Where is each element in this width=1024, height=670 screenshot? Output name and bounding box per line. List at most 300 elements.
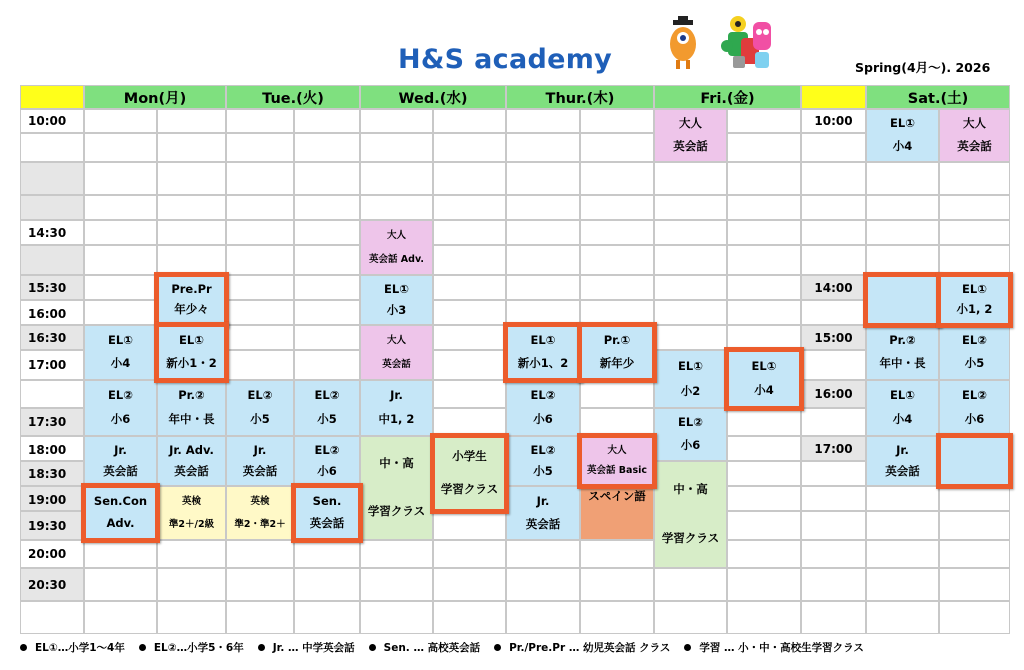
grid-cell — [727, 300, 801, 325]
class-text: EL② — [108, 388, 133, 403]
legend-item — [494, 640, 670, 655]
class-text: 小6 — [533, 412, 553, 427]
class-block-tue-el2-a[interactable] — [226, 380, 294, 436]
class-block-mon-jr[interactable] — [84, 436, 157, 486]
grid-cell — [157, 109, 226, 133]
class-text: 中・高 — [673, 481, 708, 496]
grid-cell — [580, 275, 654, 300]
grid-cell — [433, 162, 506, 195]
grid-cell — [727, 540, 801, 568]
grid-cell — [294, 568, 360, 601]
grid-cell — [157, 245, 226, 275]
grid-cell — [580, 245, 654, 275]
class-block-tue-eiken[interactable] — [226, 486, 294, 540]
day-header: Wed.(水) — [360, 85, 506, 109]
time-label-sat: 16:00 — [801, 380, 866, 408]
grid-cell — [654, 275, 727, 300]
class-text: EL② — [314, 388, 340, 403]
header-corner-left — [20, 85, 84, 109]
grid-cell — [84, 568, 157, 601]
grid-cell — [157, 195, 226, 220]
class-text: 英会話 — [103, 463, 138, 478]
time-label-sat: 15:00 — [801, 325, 866, 350]
bullet-icon — [258, 644, 265, 651]
grid-cell — [506, 220, 580, 245]
class-text: EL① — [179, 333, 204, 348]
class-text: スペイン語 — [588, 489, 646, 503]
time-label-sat: 14:00 — [801, 275, 866, 300]
class-text: 大人 — [386, 335, 406, 347]
grid-cell — [506, 162, 580, 195]
class-text: 小2 — [680, 383, 701, 398]
grid-cell — [433, 601, 506, 634]
grid-cell — [360, 162, 433, 195]
legend-item — [369, 640, 480, 655]
class-text: 英検 — [181, 495, 201, 507]
grid-cell — [226, 300, 294, 325]
class-block-wed-adult[interactable] — [360, 325, 433, 380]
legend-text: EL②…小学5・6年 — [153, 642, 244, 654]
grid-cell — [580, 408, 654, 436]
grid-cell — [226, 109, 294, 133]
grid-cell — [157, 601, 226, 634]
grid-cell — [939, 486, 1010, 511]
grid-cell — [433, 220, 506, 245]
class-block-mon-el1-b[interactable] — [154, 322, 229, 383]
time-label: 10:00 — [20, 109, 84, 133]
class-text: 小1, 2 — [956, 302, 993, 317]
class-text: EL① — [751, 359, 777, 374]
time-cell — [801, 245, 866, 275]
class-text: Pre.Pr — [171, 282, 212, 297]
class-text: 小4 — [892, 412, 913, 427]
class-text: Pr.① — [603, 333, 631, 348]
class-text: EL② — [530, 388, 556, 403]
grid-cell — [157, 133, 226, 162]
class-text: 準2＋/2級 — [168, 518, 215, 530]
class-text: 小6 — [680, 437, 701, 452]
class-block-tue-sen[interactable] — [291, 483, 363, 543]
time-label: 19:00 — [20, 486, 84, 511]
grid-cell — [226, 601, 294, 634]
grid-cell — [433, 133, 506, 162]
time-cell — [801, 220, 866, 245]
class-block-sat-blank-17[interactable] — [936, 433, 1013, 489]
grid-cell — [360, 109, 433, 133]
grid-cell — [157, 220, 226, 245]
grid-cell — [294, 300, 360, 325]
grid-cell — [654, 325, 727, 350]
grid-cell — [84, 162, 157, 195]
class-block-mon-el2[interactable] — [84, 380, 157, 436]
class-text: 新小1、2 — [517, 355, 569, 370]
grid-cell — [654, 601, 727, 634]
grid-cell — [866, 601, 939, 634]
grid-cell — [727, 245, 801, 275]
time-label: 15:30 — [20, 275, 84, 300]
grid-cell — [360, 195, 433, 220]
grid-cell — [294, 162, 360, 195]
class-block-fri-el2[interactable] — [654, 408, 727, 461]
class-block-thu-jr[interactable] — [506, 486, 580, 540]
grid-cell — [866, 568, 939, 601]
grid-cell — [84, 195, 157, 220]
time-label: 19:30 — [20, 511, 84, 540]
class-text: Sen.Con — [93, 494, 148, 509]
grid-cell — [294, 350, 360, 380]
class-text: EL② — [962, 332, 987, 347]
class-text: 中・高 — [379, 456, 414, 471]
time-cell — [801, 300, 866, 325]
time-label: 17:00 — [20, 350, 84, 380]
class-text: 英会話 — [174, 463, 209, 478]
grid-cell — [226, 195, 294, 220]
grid-cell — [506, 568, 580, 601]
grid-cell — [433, 245, 506, 275]
grid-cell — [360, 540, 433, 568]
class-text: Jr. — [390, 388, 403, 403]
time-label-sat: 10:00 — [801, 109, 866, 133]
class-text: 準2・準2＋ — [234, 518, 286, 530]
grid-cell — [294, 109, 360, 133]
grid-cell — [294, 325, 360, 350]
grid-cell — [433, 325, 506, 350]
grid-cell — [84, 109, 157, 133]
grid-cell — [84, 601, 157, 634]
grid-cell — [939, 162, 1010, 195]
class-text: 小3 — [386, 302, 407, 317]
grid-cell — [433, 195, 506, 220]
class-block-thu-spanish[interactable] — [580, 486, 654, 540]
grid-cell — [727, 568, 801, 601]
class-block-mon-pr2[interactable] — [157, 380, 226, 436]
time-label: 17:30 — [20, 408, 84, 436]
class-text: 小学生 — [452, 449, 487, 464]
class-text: EL① — [384, 281, 409, 296]
time-cell — [20, 380, 84, 408]
grid-cell — [654, 300, 727, 325]
header-corner-sat — [801, 85, 866, 109]
class-block-thu-el1[interactable] — [503, 322, 583, 383]
class-block-thu-adult-basic[interactable] — [577, 433, 657, 489]
grid-cell — [84, 245, 157, 275]
class-block-sat-el2-16[interactable] — [939, 380, 1010, 436]
class-text: 小6 — [964, 412, 985, 427]
grid-cell — [727, 162, 801, 195]
class-text: Adv. — [106, 516, 135, 531]
class-text: 中1, 2 — [378, 412, 415, 427]
class-text: 学習クラス — [367, 504, 426, 519]
class-text: 小4 — [110, 356, 131, 371]
time-label: 18:00 — [20, 436, 84, 461]
class-block-sat-el1-10[interactable] — [866, 109, 939, 162]
grid-cell — [433, 540, 506, 568]
class-block-wed-elem-study[interactable] — [430, 433, 509, 514]
class-text: Jr. — [896, 442, 909, 457]
grid-cell — [157, 540, 226, 568]
grid-cell — [727, 275, 801, 300]
grid-cell — [580, 380, 654, 408]
grid-cell — [654, 195, 727, 220]
time-label: 16:30 — [20, 325, 84, 350]
class-text: 年中・長 — [168, 412, 215, 427]
time-label: 20:00 — [20, 540, 84, 568]
page-title: H&S academy — [397, 44, 613, 75]
time-cell-empty — [20, 162, 84, 195]
grid-cell — [84, 540, 157, 568]
grid-cell — [433, 380, 506, 408]
grid-cell — [866, 540, 939, 568]
legend-text: Pr./Pre.Pr … 幼児英会話 クラス — [509, 642, 671, 654]
grid-cell — [294, 245, 360, 275]
grid-cell — [580, 540, 654, 568]
class-block-fri-el1-b[interactable] — [724, 347, 804, 411]
grid-cell — [226, 245, 294, 275]
grid-cell — [727, 436, 801, 461]
class-block-mon-eiken[interactable] — [157, 486, 226, 540]
grid-cell — [506, 601, 580, 634]
grid-cell — [939, 245, 1010, 275]
grid-cell — [226, 133, 294, 162]
class-text: 小5 — [250, 412, 270, 427]
class-block-thu-pr1[interactable] — [577, 322, 657, 383]
class-text: Pr.② — [889, 332, 916, 347]
time-cell — [20, 601, 84, 634]
class-text: 英会話 — [525, 516, 561, 531]
grid-cell — [580, 109, 654, 133]
legend-text: 学習 … 小・中・高校生学習クラス — [699, 642, 864, 654]
grid-cell — [580, 195, 654, 220]
time-cell — [801, 461, 866, 486]
grid-cell — [226, 275, 294, 300]
time-cell — [801, 511, 866, 540]
bullet-icon — [684, 644, 691, 651]
grid-cell — [654, 220, 727, 245]
class-text: 英会話 Basic — [586, 465, 647, 477]
class-text: 年少々 — [174, 302, 209, 317]
class-text: 小6 — [110, 412, 131, 427]
class-text: EL① — [108, 332, 133, 347]
legend-text: Jr. … 中学英会話 — [272, 642, 355, 654]
time-label: 18:30 — [20, 461, 84, 486]
class-block-wed-el1[interactable] — [360, 275, 433, 325]
class-text: EL① — [962, 282, 987, 297]
grid-cell — [84, 300, 157, 325]
grid-cell — [580, 162, 654, 195]
grid-cell — [727, 486, 801, 511]
bullet-icon — [139, 644, 146, 651]
legend-item — [684, 640, 864, 655]
class-text: 大人 — [607, 445, 627, 457]
grid-cell — [866, 245, 939, 275]
class-text: 小6 — [317, 463, 337, 478]
time-label-sat: 17:00 — [801, 436, 866, 461]
day-header: Sat.(土) — [866, 85, 1010, 109]
class-text: 英会話 — [885, 463, 920, 478]
class-text: 新年少 — [599, 355, 635, 370]
grid-cell — [727, 109, 801, 133]
day-header: Fri.(金) — [654, 85, 801, 109]
grid-cell — [727, 511, 801, 540]
class-block-sat-blank-14[interactable] — [863, 272, 942, 328]
class-text: 英会話 — [242, 463, 278, 478]
legend-text: Sen. … 高校英会話 — [383, 642, 481, 654]
class-block-wed-adult-adv[interactable] — [360, 220, 433, 275]
grid-cell — [294, 540, 360, 568]
class-text: EL② — [314, 442, 340, 457]
grid-cell — [866, 220, 939, 245]
class-text: 小5 — [964, 356, 985, 371]
class-text: 英会話 Adv. — [369, 253, 424, 265]
grid-cell — [226, 568, 294, 601]
day-header: Tue.(火) — [226, 85, 360, 109]
class-block-sat-el2-15[interactable] — [939, 325, 1010, 380]
time-label: 14:30 — [20, 220, 84, 245]
class-block-fri-adult-morning[interactable] — [654, 109, 727, 162]
class-block-sat-el1-14[interactable] — [936, 272, 1013, 328]
class-block-thu-el2-b[interactable] — [506, 436, 580, 486]
time-cell-empty — [20, 195, 84, 220]
grid-cell — [580, 220, 654, 245]
class-text: 小4 — [892, 138, 913, 153]
class-text: Jr. Adv. — [169, 442, 214, 457]
grid-cell — [866, 195, 939, 220]
grid-cell — [433, 511, 506, 540]
class-text: 英会話 — [673, 138, 708, 153]
class-block-mon-el1-a[interactable] — [84, 325, 157, 380]
class-text: 英会話 — [957, 138, 992, 153]
class-text: 学習クラス — [440, 481, 499, 496]
grid-cell — [939, 601, 1010, 634]
grid-cell — [84, 220, 157, 245]
class-text: EL① — [890, 388, 915, 403]
class-block-tue-el2-c[interactable] — [294, 436, 360, 486]
grid-cell — [654, 162, 727, 195]
class-block-sat-pr2[interactable] — [866, 325, 939, 380]
grid-cell — [360, 133, 433, 162]
class-block-mon-prepr[interactable] — [154, 272, 229, 328]
time-cell — [801, 486, 866, 511]
grid-cell — [580, 133, 654, 162]
grid-cell — [433, 300, 506, 325]
grid-cell — [506, 195, 580, 220]
bullet-icon — [494, 644, 501, 651]
class-block-wed-jr[interactable] — [360, 380, 433, 436]
class-block-mon-jr-adv[interactable] — [157, 436, 226, 486]
grid-cell — [727, 220, 801, 245]
time-label: 20:30 — [20, 568, 84, 601]
grid-cell — [727, 133, 801, 162]
class-text: Pr.② — [178, 388, 205, 403]
grid-cell — [294, 220, 360, 245]
day-header: Thur.(木) — [506, 85, 654, 109]
grid-cell — [727, 601, 801, 634]
time-cell — [20, 133, 84, 162]
legend-item — [139, 640, 244, 655]
grid-cell — [939, 195, 1010, 220]
time-cell — [801, 540, 866, 568]
class-block-fri-study[interactable] — [654, 461, 727, 568]
legend-item — [20, 640, 125, 655]
bullet-icon — [369, 644, 376, 651]
legend — [20, 640, 1020, 655]
class-text: 年中・長 — [879, 356, 926, 371]
grid-cell — [294, 195, 360, 220]
class-text: EL② — [678, 415, 703, 430]
grid-cell — [226, 350, 294, 380]
legend-item — [258, 640, 355, 655]
class-text: EL② — [962, 388, 987, 403]
grid-cell — [84, 275, 157, 300]
grid-cell — [294, 275, 360, 300]
grid-cell — [506, 133, 580, 162]
time-cell — [801, 133, 866, 162]
grid-cell — [157, 162, 226, 195]
grid-cell — [506, 540, 580, 568]
grid-cell — [580, 601, 654, 634]
class-text: 英会話 — [309, 516, 345, 531]
grid-cell — [939, 540, 1010, 568]
bullet-icon — [20, 644, 27, 651]
class-text: 英会話 — [382, 358, 411, 370]
grid-cell — [727, 461, 801, 486]
grid-cell — [939, 568, 1010, 601]
time-cell — [20, 245, 84, 275]
grid-cell — [433, 568, 506, 601]
class-text: Jr. — [536, 493, 550, 508]
class-text: 英検 — [250, 495, 270, 507]
day-header: Mon(月) — [84, 85, 226, 109]
class-text: EL② — [247, 388, 273, 403]
grid-cell — [433, 350, 506, 380]
time-cell — [801, 601, 866, 634]
grid-cell — [939, 511, 1010, 540]
class-text: EL② — [530, 442, 556, 457]
grid-cell — [654, 568, 727, 601]
grid-cell — [939, 220, 1010, 245]
class-text: 学習クラス — [661, 531, 720, 546]
class-block-wed-study[interactable] — [360, 436, 433, 540]
class-block-sat-adult-10[interactable] — [939, 109, 1010, 162]
grid-cell — [433, 109, 506, 133]
grid-cell — [506, 109, 580, 133]
class-block-tue-el2-b[interactable] — [294, 380, 360, 436]
time-cell — [801, 568, 866, 601]
class-text: 大人 — [963, 116, 986, 131]
legend-text: EL①…小学1～4年 — [35, 642, 125, 654]
grid-cell — [360, 601, 433, 634]
class-block-sat-el1-16[interactable] — [866, 380, 939, 436]
class-block-fri-el1-a[interactable] — [654, 350, 727, 408]
class-block-sat-jr[interactable] — [866, 436, 939, 486]
class-text: EL① — [890, 116, 915, 131]
grid-cell — [506, 275, 580, 300]
time-cell — [801, 350, 866, 380]
class-text: Jr. — [253, 442, 267, 457]
grid-cell — [506, 245, 580, 275]
term-label: Spring(4月～). 2026 — [855, 60, 991, 75]
grid-cell — [580, 568, 654, 601]
grid-cell — [866, 486, 939, 511]
class-text: 新小1・2 — [166, 355, 217, 370]
class-block-mon-sencon[interactable] — [81, 483, 160, 543]
grid-cell — [226, 325, 294, 350]
grid-cell — [294, 601, 360, 634]
class-block-tue-jr[interactable] — [226, 436, 294, 486]
class-block-thu-el2-a[interactable] — [506, 380, 580, 436]
grid-cell — [157, 568, 226, 601]
class-text: Sen. — [312, 494, 342, 509]
